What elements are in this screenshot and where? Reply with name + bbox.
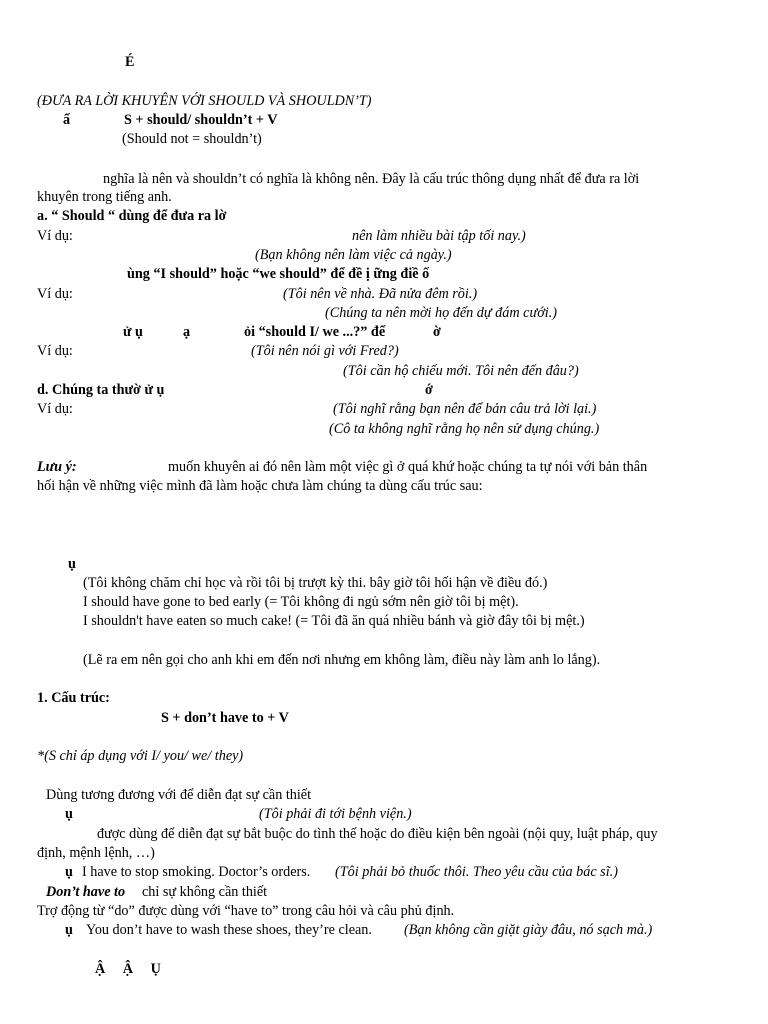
title-fragment: É — [125, 54, 135, 70]
example-text: (Tôi phải đi tới bệnh viện.) — [259, 806, 412, 822]
dont-have-to-text: chỉ sự không cần thiết — [142, 884, 268, 900]
section-c-heading: ờ — [433, 324, 441, 340]
example-marker: ụ — [65, 864, 73, 880]
example-text: (Tôi nghĩ rằng bạn nên để bản câu trả lời lại.) — [333, 401, 597, 417]
subtitle: (ĐƯA RA LỜI KHUYÊN VỚI SHOULD VÀ SHOULDN’T) — [37, 93, 372, 109]
example-text: (Tôi phải bỏ thuốc thôi. Theo yêu cầu của bác sĩ.) — [335, 864, 618, 880]
section-d-heading: ớ — [425, 382, 433, 398]
vidu-label: Ví dụ: — [37, 286, 73, 302]
section-c-heading: ạ — [183, 324, 191, 340]
description-line-2: định, mệnh lệnh, …) — [37, 845, 155, 861]
equivalent-line: Dùng tương đương với để diễn đạt sự cần thiết — [46, 787, 312, 803]
past-example: I should have gone to bed early (= Tôi không đi ngủ sớm nên giờ tôi bị mệt). — [83, 594, 519, 610]
vidu-label: Ví dụ: — [37, 401, 73, 417]
structure-formula: S + should/ shouldn’t + V — [124, 112, 278, 128]
example-text: (Tôi nên về nhà. Đã nửa đêm rồi.) — [283, 286, 478, 302]
structure-note: *(S chỉ áp dụng với I/ you/ we/ they) — [37, 748, 244, 764]
dont-have-to-label: Don’t have to — [46, 884, 126, 900]
note-line-2: hối hận về những việc mình đã làm hoặc chưa làm chúng ta dùng cấu trúc sau: — [37, 478, 483, 494]
example-text: (Tôi cần hộ chiếu mới. Tôi nên đến đâu?) — [343, 363, 579, 379]
vidu-label: Ví dụ: — [37, 343, 73, 359]
structure-heading: 1. Cấu trúc: — [37, 690, 110, 706]
example-marker: ụ — [65, 922, 73, 938]
example-text: (Tôi nên nói gì với Fred?) — [251, 343, 399, 359]
section-a-heading: a. “ Should “ dùng để đưa ra lờ — [37, 208, 227, 224]
footer-fragments: Ậ Ậ Ụ — [95, 961, 161, 977]
example-marker: ụ — [65, 806, 73, 822]
structure-note: (Should not = shouldn’t) — [122, 131, 262, 147]
example-text: (Bạn không nên làm việc cả ngày.) — [255, 247, 452, 263]
structure-prefix: ấ — [63, 112, 71, 128]
example-text: (Chúng ta nên mời họ đến dự đám cưới.) — [325, 305, 557, 321]
note-line-1: muốn khuyên ai đó nên làm một việc gì ở quá khứ hoặc chúng ta tự nói với bản thân — [168, 459, 648, 475]
section-d-heading: d. Chúng ta thườ ử ụ — [37, 382, 165, 398]
example-english: I have to stop smoking. Doctor’s orders. — [82, 864, 311, 880]
past-example: (Lẽ ra em nên gọi cho anh khi em đến nơi nhưng em không làm, điều này làm anh lo lắng). — [83, 652, 601, 668]
structure-formula: S + don’t have to + V — [161, 710, 289, 726]
description-line-1: được dùng để diễn đạt sự bắt buộc do tình thế hoặc do điều kiện bên ngoài (nội quy, luật pháp, quy — [97, 826, 658, 842]
section-c-heading: ử ụ — [123, 324, 143, 340]
example-text: nên làm nhiều bài tập tối nay.) — [352, 228, 526, 244]
example-english: You don’t have to wash these shoes, they’re clean. — [86, 922, 372, 938]
example-marker: ụ — [68, 556, 76, 572]
example-text: (Cô ta không nghĩ rằng họ nên sử dụng chúng.) — [329, 421, 600, 437]
past-example: I shouldn't have eaten so much cake! (= Tôi đã ăn quá nhiều bánh và giờ đây tôi bị mệt.) — [83, 613, 585, 629]
example-text: (Bạn không cần giặt giày đâu, nó sạch mà.) — [404, 922, 653, 938]
section-b-heading: ùng “I should” hoặc “we should” để đề ị ững điề ố — [127, 266, 430, 282]
auxiliary-line: Trợ động từ “do” được dùng với “have to” trong câu hỏi và câu phủ định. — [37, 903, 455, 919]
past-example: (Tôi không chăm chỉ học và rồi tôi bị trượt kỳ thi. bây giờ tôi hối hận về điều đó.) — [83, 575, 548, 591]
section-c-heading: ỏi “should I/ we ...?” để — [244, 324, 386, 340]
note-label: Lưu ý: — [37, 459, 77, 475]
intro-line-2: khuyên trong tiếng anh. — [37, 189, 172, 205]
vidu-label: Ví dụ: — [37, 228, 73, 244]
intro-line-1: nghĩa là nên và shouldn’t có nghĩa là không nên. Đây là cấu trúc thông dụng nhất để đưa ra lời — [103, 171, 640, 187]
